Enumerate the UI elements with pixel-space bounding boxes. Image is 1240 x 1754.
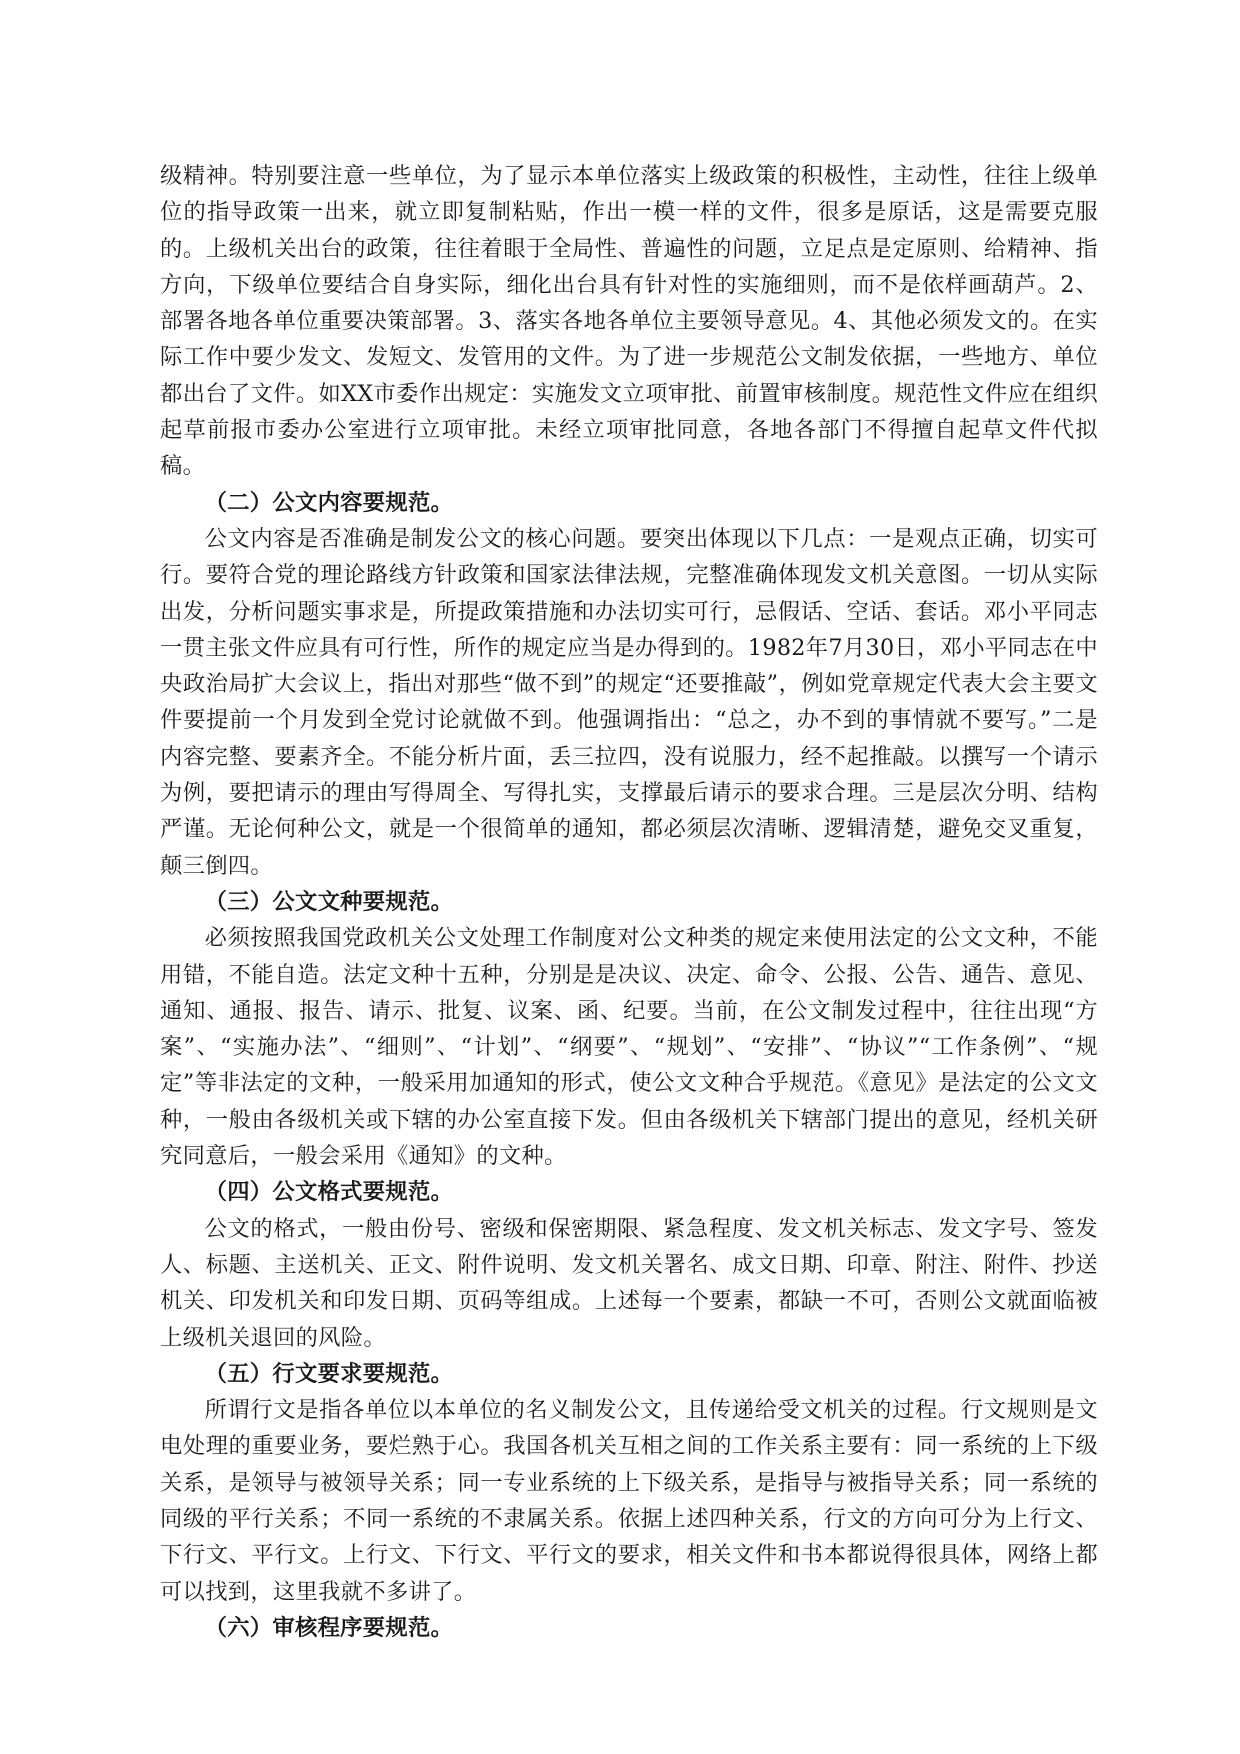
section-body-content: 公文内容是否准确是制发公文的核心问题。要突出体现以下几点：一是观点正确，切实可行。要符合党的理论路线方针政策和国家法律法规，完整准确体现发文机关意图。一切从实际出发，分析问题实事求是，所提政策措施和办法切实可行，忌假话、空话、套话。邓小平同志一贯主张文件应具有可行性，所作的规定应当是办得到的。1982年7月30日，邓小平同志在中央政治局扩大会议上，指出对那些“做不到”的规定“还要推敲”，例如党章规定代表大会主要文件要提前一个月发到全党讨论就做不到。他强调指出：“总之，办不到的事情就不要写。”二是内容完整、要素齐全。不能分析片面，丢三拉四，没有说服力，经不起推敲。以撰写一个请示为例，要把请示的理由写得周全、写得扎实，支撑最后请示的要求合理。三是层次分明、结构严谨。无论何种公文，就是一个很简单的通知，都必须层次清晰、逻辑清楚，避免交叉重复，颠三倒四。 xyxy=(160,525,1098,879)
section-heading-format: （四）公文格式要规范。 xyxy=(204,1179,454,1206)
section-body-format: 公文的格式，一般由份号、密级和保密期限、紧急程度、发文机关标志、发文字号、签发人、标题、主送机关、正文、附件说明、发文机关署名、成文日期、印章、附注、附件、抄送机关、印发机关和印发日期、页码等组成。上述每一个要素，都缺一不可，否则公文就面临被上级机关退回的风险。 xyxy=(160,1215,1098,1351)
section-heading-content: （二）公文内容要规范。 xyxy=(204,489,454,516)
document-page xyxy=(160,158,1098,1646)
section-heading-dispatch: （五）行文要求要规范。 xyxy=(204,1360,454,1387)
intro-paragraph: 级精神。特别要注意一些单位，为了显示本单位落实上级政策的积极性，主动性，往往上级单位的指导政策一出来，就立即复制粘贴，作出一模一样的文件，很多是原话，这是需要克服的。上级机关出台的政策，往往着眼于全局性、普遍性的问题，立足点是定原则、给精神、指方向，下级单位要结合自身实际，细化出台具有针对性的实施细则，而不是依样画葫芦。2、部署各地各单位重要决策部署。3、落实各地各单位主要领导意见。4、其他必须发文的。在实际工作中要少发文、发短文、发管用的文件。为了进一步规范公文制发依据，一些地方、单位都出台了文件。如XX市委作出规定：实施发文立项审批、前置审核制度。规范性文件应在组织起草前报市委办公室进行立项审批。未经立项审批同意，各地各部门不得擅自起草文件代拟稿。 xyxy=(160,163,1098,480)
section-heading-review: （六）审核程序要规范。 xyxy=(204,1614,454,1641)
section-body-dispatch: 所谓行文是指各单位以本单位的名义制发公文，且传递给受文机关的过程。行文规则是文电处理的重要业务，要烂熟于心。我国各机关互相之间的工作关系主要有：同一系统的上下级关系，是领导与被领导关系；同一专业系统的上下级关系，是指导与被指导关系；同一系统的同级的平行关系；不同一系统的不隶属关系。依据上述四种关系，行文的方向可分为上行文、下行文、平行文。上行文、下行文、平行文的要求，相关文件和书本都说得很具体，网络上都可以找到，这里我就不多讲了。 xyxy=(160,1397,1098,1605)
section-body-doc-type: 必须按照我国党政机关公文处理工作制度对公文种类的规定来使用法定的公文文种，不能用错，不能自造。法定文种十五种，分别是是决议、决定、命令、公报、公告、通告、意见、通知、通报、报告、请示、批复、议案、函、纪要。当前，在公文制发过程中，往往出现“方案”、“实施办法”、“细则”、“计划”、“纲要”、“规划”、“安排”、“协议”“工作条例”、“规定”等非法定的文种，一般采用加通知的形式，使公文文种合乎规范。《意见》是法定的公文文种，一般由各级机关或下辖的办公室直接下发。但由各级机关下辖部门提出的意见，经机关研究同意后，一般会采用《通知》的文种。 xyxy=(160,925,1098,1170)
section-heading-doc-type: （三）公文文种要规范。 xyxy=(204,888,454,915)
